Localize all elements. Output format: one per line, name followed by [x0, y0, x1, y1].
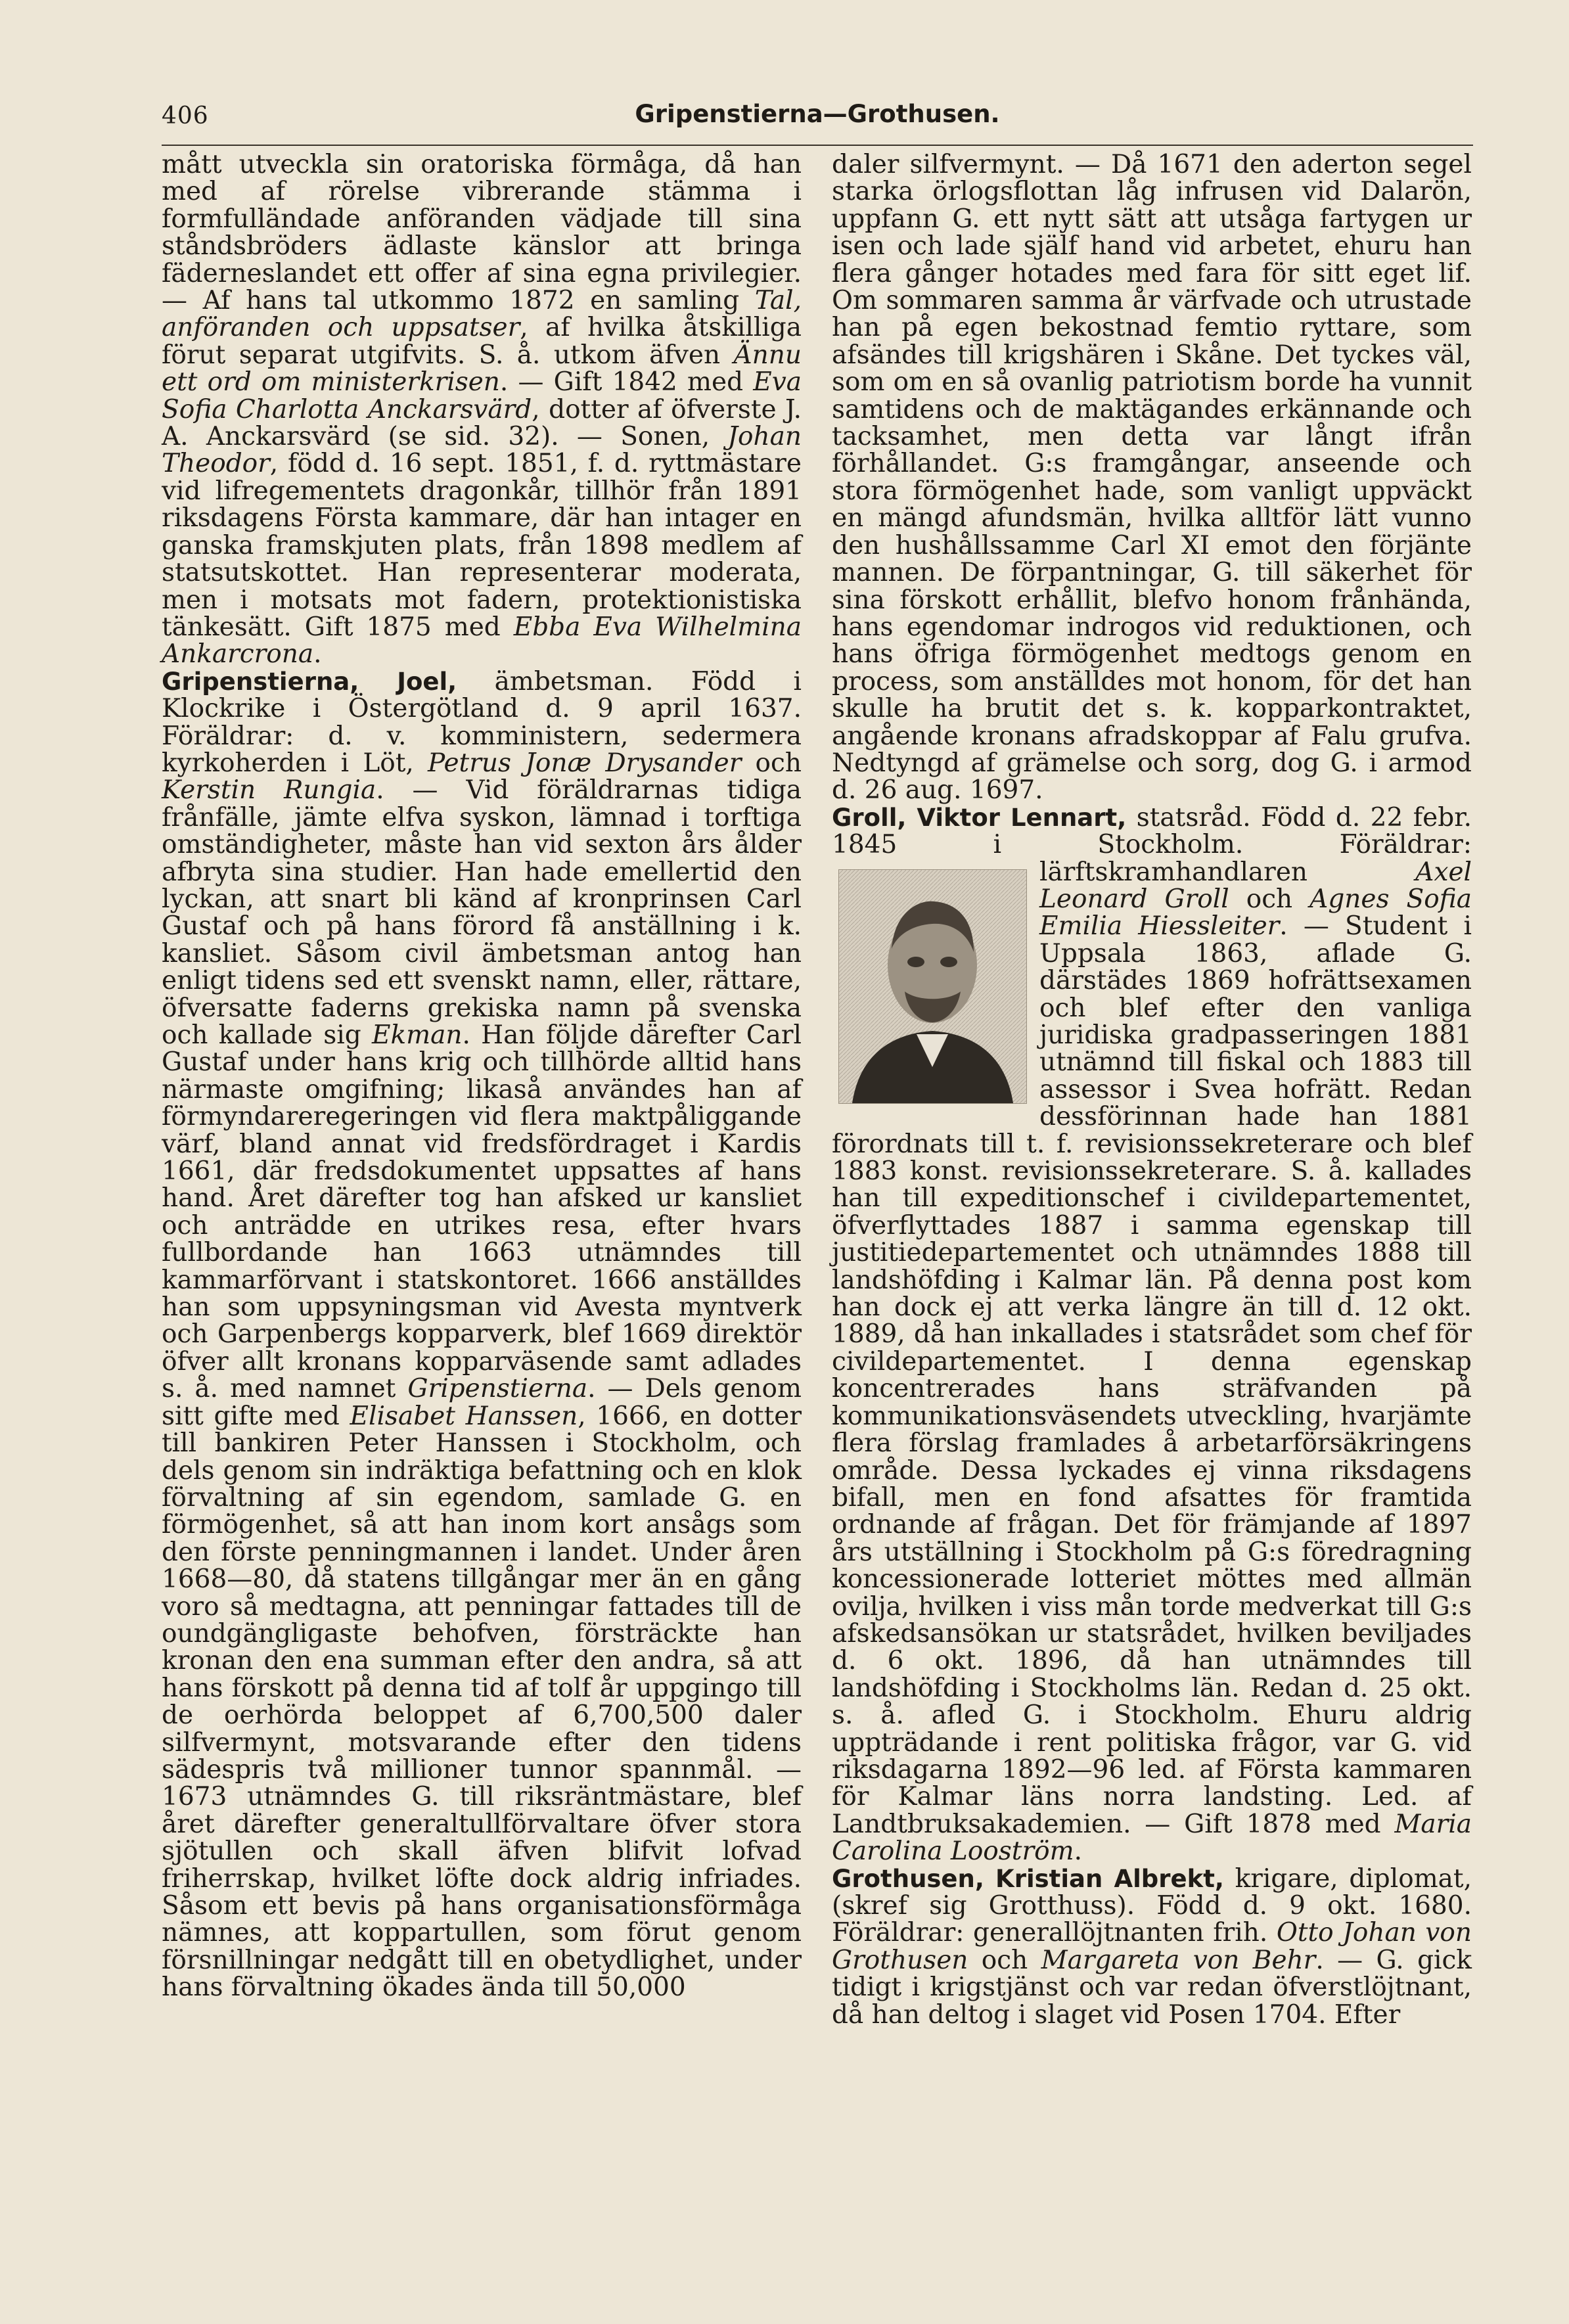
entry-groll-viktor: Groll, Viktor Lennart, statsråd. Född d. 22 febr. 1845 i Stockholm. Föräldrar: lärftskramhandlaren Axel Leonard Groll och Agnes Sofia Emilia Hiessleiter. — Student i Uppsala 1863, aflade G. därstädes 1869 hofrättsexamen och blef efter den vanliga juridiska gradpasseringen 1881 utnämnd till fiskal och 1883 till assessor i Svea hofrätt. Redan dessförinnan hade han 1881 förordnats till t. f. revisionssekreterare och blef 1883 konst. revisionssekreterare. S. å. kallades han till expeditionschef i civildepartementet, öfverflyttades 1887 i samma egenskap till justitiedepartementet och utnämndes 1888 till landshöfding i Kalmar län. På denna post kom han dock ej att verka längre än till d. 12 okt. 1889, då han inkallades i statsrådet som chef för civildepartementet. I denna egenskap koncentrerades hans sträfvanden på kommunikationsväsendets utveckling, hvarjämte flera förslag framlades å arbetarförsäkringens område. Dessa lyckades ej vinna riksdagens bifall, men en fond afsattes för framtida ordnande af frågan. Det för främjande af 1897 års utställning i Stockholm på G:s föredragning koncessionerade lotteriet möttes med allmän ovilja, hvilken i viss mån torde medverkat till G:s afskedsansökan ur statsrådet, hvilken beviljades d. 6 okt. 1896, då han utnämndes till landshöfding i Stockholms län. Redan d. 25 okt. s. å. afled G. i Stockholm. Ehuru aldrig uppträdande i rent politiska frågor, var G. vid riksdagarna 1892—96 led. af Första kammaren för Kalmar läns norra landsting. Led. af Landtbruksakademien. — Gift 1878 med Maria Carolina Looström. [832, 802, 1472, 1867]
right-column [832, 151, 1472, 2028]
header-rule [162, 145, 1473, 146]
entry-headword: Gripenstierna, Joel, [162, 667, 457, 696]
entry-grothusen-kristian: Grothusen, Kristian Albrekt, krigare, diplomat, (skref sig Grotthuss). Född d. 9 okt. 1680. Föräldrar: generallöjtnanten frih. Otto Johan von Grothusen och Margareta von Behr. — G. gick tidigt i krigstjänst och var redan öfverstlöjtnant, då han deltog i slaget vid Posen 1704. Efter [832, 1863, 1472, 2030]
entry-gripenstierna-joel: Gripenstierna, Joel, ämbetsman. Född i Klockrike i Östergötland d. 9 april 1637. Föräldrar: d. v. komministern, sedermera kyrkoherden i Löt, Petrus Jonæ Drysander och Kerstin Rungia. — Vid föräldrarnas tidiga frånfälle, jämte elfva syskon, lämnad i torftiga omständigheter, måste han vid sexton års ålder afbryta sina studier. Han hade emellertid den lyckan, att snart bli känd af kronprinsen Carl Gustaf och på hans förord få anställning i k. kansliet. Såsom civil ämbetsman antog han enligt tidens sed ett svenskt namn, eller, rättare, öfversatte faderns grekiska namn på svenska och kallade sig Ekman. Han följde därefter Carl Gustaf under hans krig och tillhörde alltid hans närmaste omgifning; likaså användes han af förmyndareregeringen vid flera maktpåliggande värf, bland annat vid fredsfördraget i Kardis 1661, där fredsdokumentet uppsattes af hans hand. Året därefter tog han afsked ur kansliet och anträdde en utrikes resa, efter hvars fullbordande han 1663 utnämndes till kammarförvant i statskontoret. 1666 anställdes han som uppsyningsman vid Avesta myntverk och Garpenbergs kopparverk, blef 1669 direktör öfver allt kronans kopparväsende samt adlades s. å. med namnet Gripenstierna. — Dels genom sitt gifte med Elisabet Hanssen, 1666, en dotter till bankiren Peter Hanssen i Stockholm, och dels genom sin indräktiga befattning och en klok förvaltning af sin egendom, samlade G. en förmögenhet, så att han inom kort ansågs som den förste penningmannen i landet. Under åren 1668—80, då statens tillgångar mer än en gång voro så medtagna, att penningar fattades till de oundgängligaste behofven, försträckte han kronan den ena summan efter den andra, så att hans förskott på denna tid af tolf år uppgingo till de oerhörda beloppet af 6,700,500 daler silfvermynt, motsvarande efter den tidens sädespris två millioner tunnor spannmål. — 1673 utnämndes G. till riksräntmästare, blef året därefter generaltullförvaltare öfver stora sjötullen och skall äfven blifvit lofvad friherrskap, hvilket löfte dock aldrig infriades. Såsom ett bevis på hans organisationsförmåga nämnes, att koppartullen, som förut genom försnillningar nedgått till en obetydlighet, under hans förvaltning ökades ända till 50,000 [162, 666, 802, 2003]
page-number: 406 [162, 103, 209, 129]
entry-continuation-right: daler silfvermynt. — Då 1671 den aderton segel starka örlogsflottan låg infrusen vid Dalarön, uppfann G. ett nytt sätt att utsåga fartygen ur isen och lade själf hand vid arbetet, ehuru han flera gånger hotades med fara för sitt eget lif. Om sommaren samma år värfvade och utrustade han på egen bekostnad femtio ryttare, som afsändes till krigshären i Skåne. Det tyckes väl, som om en så ovanlig patriotism borde ha vunnit samtidens och de maktägandes erkännande och tacksamhet, men detta var långt ifrån förhållandet. G:s framgångar, anseende och stora förmögenhet hade, som vanligt uppväckt en mängd afundsmän, hvilka alltför lätt vunno den hushållssamme Carl XI emot den förjänte mannen. De förpantningar, G. till säkerhet för sina förskott erhållit, blefvo honom frånhända, hans egendomar indrogos vid reduktionen, och hans öfriga förmögenhet medtogs genom en process, som anställdes mot honom, för det han skulle ha brutit det s. k. kopparkontraktet, angående kronans afradskoppar af Falu grufva. Nedtyngd af grämelse och sorg, dog G. i armod d. 26 aug. 1697. [832, 150, 1472, 806]
entry-continuation: mått utveckla sin oratoriska förmåga, då han med af rörelse vibrerande stämma i formfulländade anföranden vädjade till sina ståndsbröders ädlaste känslor att bringa fäderneslandet ett offer af sina egna privilegier. — Af hans tal utkommo 1872 en samling Tal, anföranden och uppsatser, af hvilka åtskilliga förut separat utgifvits. S. å. utkom äfven Ännu ett ord om ministerkrisen. — Gift 1842 med Eva Sofia Charlotta Anckarsvärd, dotter af öfverste J. A. Anckarsvärd (se sid. 32). — Sonen, Johan Theodor, född d. 16 sept. 1851, f. d. ryttmästare vid lifregementets dragonkår, tillhör från 1891 riksdagens Första kammare, där han intager en ganska framskjuten plats, från 1898 medlem af statsutskottet. Han representerar moderata, men i motsats mot fadern, protektionistiska tänkesätt. Gift 1875 med Ebba Eva Wilhelmina Ankarcrona. [162, 150, 802, 670]
running-title: Gripenstierna—Grothusen. [635, 100, 1000, 128]
portrait-engraving [838, 869, 1027, 1104]
left-column [162, 151, 802, 2001]
entry-headword: Grothusen, Kristian Albrekt, [832, 1864, 1224, 1893]
entry-headword: Groll, Viktor Lennart, [832, 803, 1127, 832]
portrait-image [832, 863, 1029, 1107]
page-header [162, 99, 1473, 138]
